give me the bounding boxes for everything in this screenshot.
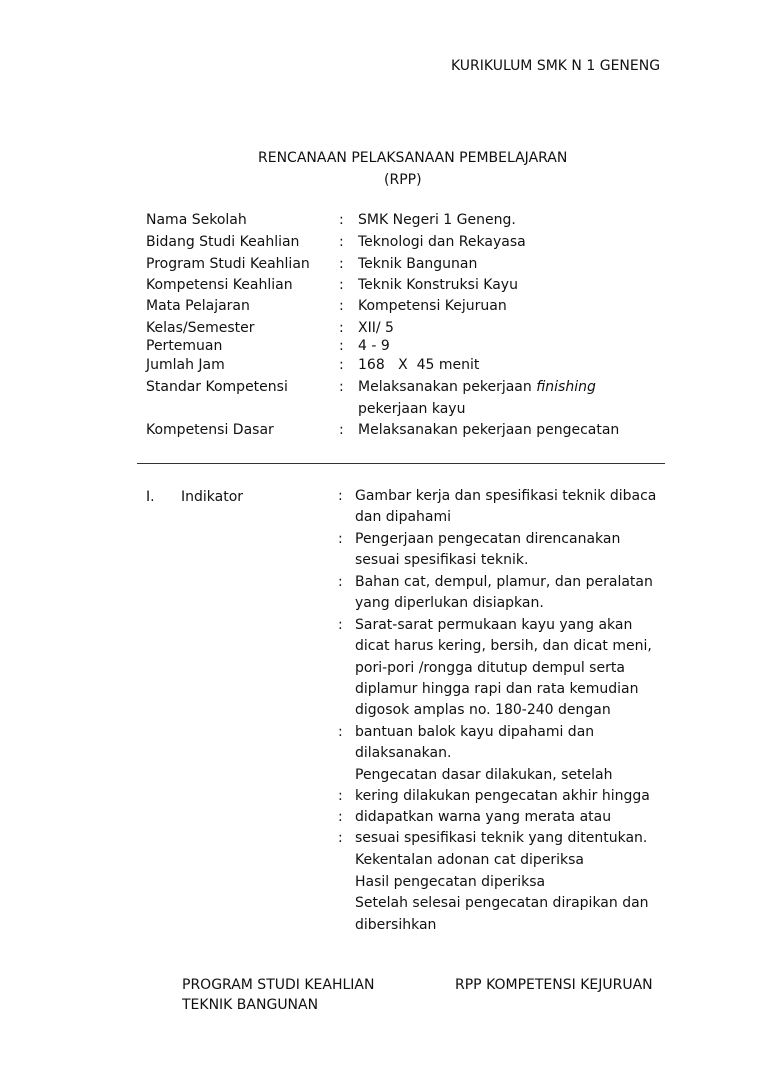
colon: : bbox=[338, 788, 343, 804]
indikator-line: dan dipahami bbox=[355, 509, 452, 525]
indikator-line: didapatkan warna yang merata atau bbox=[355, 809, 612, 825]
colon: : bbox=[338, 830, 343, 846]
kelas-semester-label: Kelas/Semester bbox=[146, 320, 255, 336]
kompetensi-keahlian-label: Kompetensi Keahlian bbox=[146, 277, 293, 293]
document-subtitle: (RPP) bbox=[384, 172, 422, 188]
standar-kompetensi-text: Melaksanakan pekerjaan bbox=[358, 379, 537, 395]
footer-teknik-bangunan: TEKNIK BANGUNAN bbox=[182, 997, 319, 1013]
standar-kompetensi-italic: finishing bbox=[536, 379, 596, 395]
pertemuan-value: 4 - 9 bbox=[358, 338, 390, 354]
colon: : bbox=[338, 488, 343, 504]
kompetensi-dasar-value: Melaksanakan pekerjaan pengecatan bbox=[358, 422, 620, 438]
colon: : bbox=[339, 338, 344, 354]
indikator-line: pori-pori /rongga ditutup dempul serta bbox=[355, 660, 625, 676]
footer-rpp-title: RPP KOMPETENSI KEJURUAN bbox=[455, 977, 653, 993]
kompetensi-dasar-label: Kompetensi Dasar bbox=[146, 422, 274, 438]
jumlah-jam-value: 168 X 45 menit bbox=[358, 357, 480, 373]
indikator-line: digosok amplas no. 180-240 dengan bbox=[355, 702, 611, 718]
kompetensi-keahlian-value: Teknik Konstruksi Kayu bbox=[358, 277, 518, 293]
nama-sekolah-value: SMK Negeri 1 Geneng. bbox=[358, 212, 516, 228]
indikator-line: Pengecatan dasar dilakukan, setelah bbox=[355, 767, 613, 783]
colon: : bbox=[339, 212, 344, 228]
indikator-line: Gambar kerja dan spesifikasi teknik dibaca bbox=[355, 488, 657, 504]
indikator-line: Hasil pengecatan diperiksa bbox=[355, 874, 546, 890]
standar-kompetensi-value-line2: pekerjaan kayu bbox=[358, 401, 466, 417]
footer-program-studi: PROGRAM STUDI KEAHLIAN bbox=[182, 977, 375, 993]
jumlah-jam-label: Jumlah Jam bbox=[146, 357, 225, 373]
document-title: RENCANAAN PELAKSANAAN PEMBELAJARAN bbox=[258, 150, 568, 166]
indikator-line: dicat harus kering, bersih, dan dicat meni, bbox=[355, 638, 652, 654]
colon: : bbox=[338, 809, 343, 825]
kelas-semester-value: XII/ 5 bbox=[358, 320, 394, 336]
indikator-line: Pengerjaan pengecatan direncanakan bbox=[355, 531, 621, 547]
indikator-line: Bahan cat, dempul, plamur, dan peralatan bbox=[355, 574, 653, 590]
colon: : bbox=[339, 277, 344, 293]
program-studi-value: Teknik Bangunan bbox=[358, 256, 478, 272]
mata-pelajaran-value: Kompetensi Kejuruan bbox=[358, 298, 507, 314]
colon: : bbox=[339, 298, 344, 314]
colon: : bbox=[339, 379, 344, 395]
pertemuan-label: Pertemuan bbox=[146, 338, 223, 354]
standar-kompetensi-value bbox=[358, 380, 596, 394]
section-number: I. bbox=[146, 489, 155, 505]
curriculum-header: KURIKULUM SMK N 1 GENENG bbox=[451, 58, 661, 74]
indikator-label: Indikator bbox=[181, 489, 244, 505]
colon: : bbox=[338, 574, 343, 590]
colon: : bbox=[339, 256, 344, 272]
colon: : bbox=[339, 234, 344, 250]
indikator-line: dilaksanakan. bbox=[355, 745, 452, 761]
program-studi-label: Program Studi Keahlian bbox=[146, 256, 310, 272]
bidang-studi-value: Teknologi dan Rekayasa bbox=[358, 234, 526, 250]
standar-kompetensi-label: Standar Kompetensi bbox=[146, 379, 288, 395]
colon: : bbox=[339, 320, 344, 336]
indikator-line: Sarat-sarat permukaan kayu yang akan bbox=[355, 617, 633, 633]
colon: : bbox=[339, 422, 344, 438]
section-divider bbox=[137, 463, 665, 464]
bidang-studi-label: Bidang Studi Keahlian bbox=[146, 234, 300, 250]
colon: : bbox=[338, 531, 343, 547]
indikator-line: Kekentalan adonan cat diperiksa bbox=[355, 852, 584, 868]
indikator-line: yang diperlukan disiapkan. bbox=[355, 595, 544, 611]
colon: : bbox=[339, 357, 344, 373]
indikator-line: dibersihkan bbox=[355, 917, 437, 933]
nama-sekolah-label: Nama Sekolah bbox=[146, 212, 247, 228]
indikator-line: sesuai spesifikasi teknik. bbox=[355, 552, 529, 568]
indikator-line: Setelah selesai pengecatan dirapikan dan bbox=[355, 895, 649, 911]
colon: : bbox=[338, 617, 343, 633]
colon: : bbox=[338, 724, 343, 740]
indikator-line: kering dilakukan pengecatan akhir hingga bbox=[355, 788, 650, 804]
indikator-line: sesuai spesifikasi teknik yang ditentukan. bbox=[355, 830, 648, 846]
indikator-line: diplamur hingga rapi dan rata kemudian bbox=[355, 681, 639, 697]
mata-pelajaran-label: Mata Pelajaran bbox=[146, 298, 250, 314]
indikator-line: bantuan balok kayu dipahami dan bbox=[355, 724, 595, 740]
